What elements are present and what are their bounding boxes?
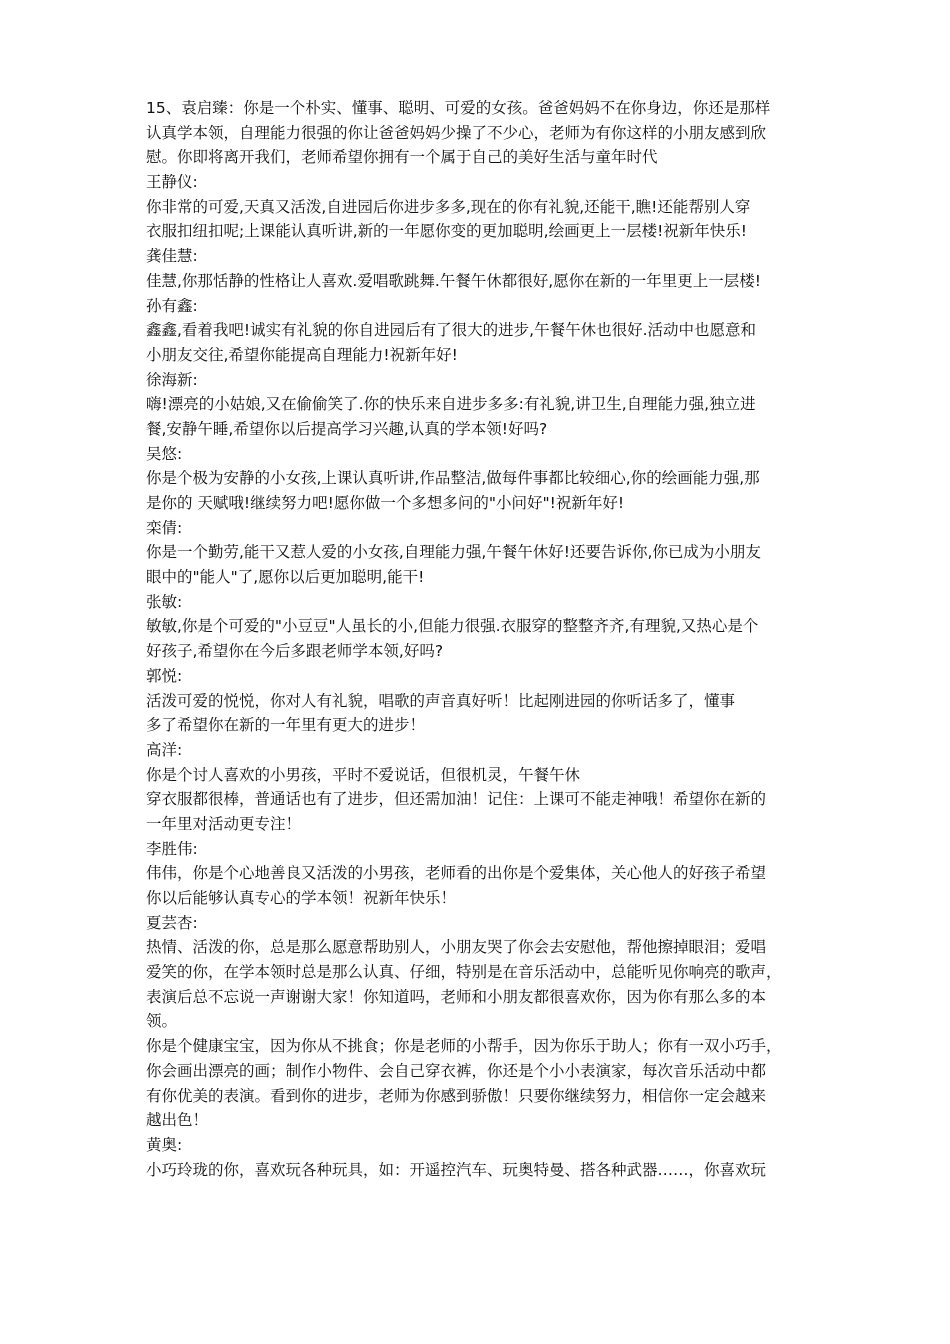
text-line: 一年里对活动更专注！ <box>146 814 302 833</box>
text-line: 敏敏,你是个可爱的"小豆豆"人虽长的小,但能力很强.衣服穿的整整齐齐,有理貌,又热心是个 <box>146 617 759 636</box>
text-line: 鑫鑫,看着我吧!诚实有礼貌的你自进园后有了很大的进步,午餐午休也很好.活动中也愿意和 <box>146 321 756 340</box>
text-line: 有你优美的表演。看到你的进步，老师为你感到骄傲！只要你继续努力，相信你一定会越来 <box>146 1086 767 1105</box>
text-line: 佳慧,你那恬静的性格让人喜欢.爱唱歌跳舞.午餐午休都很好,愿你在新的一年里更上一层楼! <box>146 271 761 290</box>
document-body <box>146 96 826 1182</box>
text-line: 伟伟，你是个心地善良又活泼的小男孩，老师看的出你是个爱集体，关心他人的好孩子希望 <box>146 864 767 883</box>
text-line: 你非常的可爱,天真又活泼,自进园后你进步多多,现在的你有礼貌,还能干,瞧!还能帮别人穿 <box>146 197 751 216</box>
text-line: 龚佳慧: <box>146 247 198 266</box>
text-line: 吴悠: <box>146 444 183 463</box>
text-line: 衣服扣纽扣呢;上课能认真听讲,新的一年愿你变的更加聪明,绘画更上一层楼!祝新年快乐! <box>146 222 748 241</box>
text-line: 你是一个勤劳,能干又惹人爱的小女孩,自理能力强,午餐午休好!还要告诉你,你已成为小朋友 <box>146 543 761 562</box>
text-line: 嗨!漂亮的小姑娘,又在偷偷笑了.你的快乐来自进步多多:有礼貌,讲卫生,自理能力强,独立进 <box>146 395 756 414</box>
text-line: 慰。你即将离开我们，老师希望你拥有一个属于自己的美好生活与童年时代 <box>146 148 658 167</box>
text-line: 王静仪: <box>146 173 198 192</box>
text-line: 黄奥: <box>146 1135 183 1154</box>
text-line: 是你的 天赋哦!继续努力吧!愿你做一个多想多问的"小问好"!祝新年好! <box>146 494 625 512</box>
text-line: 孙有鑫: <box>146 296 198 315</box>
text-line: 你以后能够认真专心的学本领！祝新年快乐！ <box>146 889 457 907</box>
text-line: 徐海新: <box>146 370 198 389</box>
text-line: 眼中的"能人"了,愿你以后更加聪明,能干! <box>146 568 425 587</box>
text-line: 领。 <box>146 1012 178 1031</box>
text-line: 你是个健康宝宝，因为你从不挑食；你是老师的小帮手，因为你乐于助人；你有一双小巧手， <box>146 1037 782 1056</box>
text-line: 越出色！ <box>146 1111 209 1130</box>
text-line: 张敏: <box>146 592 183 611</box>
text-line: 活泼可爱的悦悦，你对人有礼貌，唱歌的声音真好听！比起刚进园的你听话多了，懂事 <box>146 691 736 710</box>
text-line: 爱笑的你，在学本领时总是那么认真、仔细，特别是在音乐活动中，总能听见你响亮的歌声， <box>146 963 782 982</box>
text-line: 好孩子,希望你在今后多跟老师学本领,好吗? <box>146 642 444 661</box>
text-line: 你会画出漂亮的画；制作小物件、会自己穿衣裤，你还是个小小表演家，每次音乐活动中都 <box>146 1061 767 1080</box>
text-line: 你是个讨人喜欢的小男孩，平时不爱说话，但很机灵，午餐午休 <box>146 765 581 784</box>
text-line: 你是个极为安静的小女孩,上课认真听讲,作品整洁,做每件事都比较细心,你的绘画能力强,那 <box>146 469 760 488</box>
text-line: 穿衣服都很棒，普通话也有了进步，但还需加油！记住：上课可不能走神哦！希望你在新的 <box>146 790 767 809</box>
text-line: 认真学本领，自理能力很强的你让爸爸妈妈少操了不少心，老师为有你这样的小朋友感到欣 <box>146 123 767 142</box>
text-line: 夏芸杏: <box>146 913 198 932</box>
text-line: 小巧玲珑的你，喜欢玩各种玩具，如：开遥控汽车、玩奥特曼、搭各种武器……，你喜欢玩 <box>146 1160 767 1179</box>
text-line: 表演后总不忘说一声谢谢大家！你知道吗，老师和小朋友都很喜欢你，因为你有那么多的本 <box>146 987 767 1006</box>
text-line: 餐,安静午睡,希望你以后提高学习兴趣,认真的学本领!好吗? <box>146 419 548 438</box>
text-line: 15、袁启臻：你是一个朴实、懂事、聪明、可爱的女孩。爸爸妈妈不在你身边，你还是那样 <box>146 99 771 117</box>
text-line: 栾倩: <box>146 518 183 537</box>
text-line: 李胜伟: <box>146 839 198 858</box>
text-line: 热情、活泼的你，总是那么愿意帮助别人，小朋友哭了你会去安慰他，帮他擦掉眼泪；爱唱 <box>146 938 767 957</box>
text-line: 小朋友交往,希望你能提高自理能力!祝新年好! <box>146 345 458 364</box>
text-line: 郭悦: <box>146 666 183 685</box>
text-line: 高洋: <box>146 740 183 759</box>
text-line: 多了希望你在新的一年里有更大的进步！ <box>146 716 426 735</box>
